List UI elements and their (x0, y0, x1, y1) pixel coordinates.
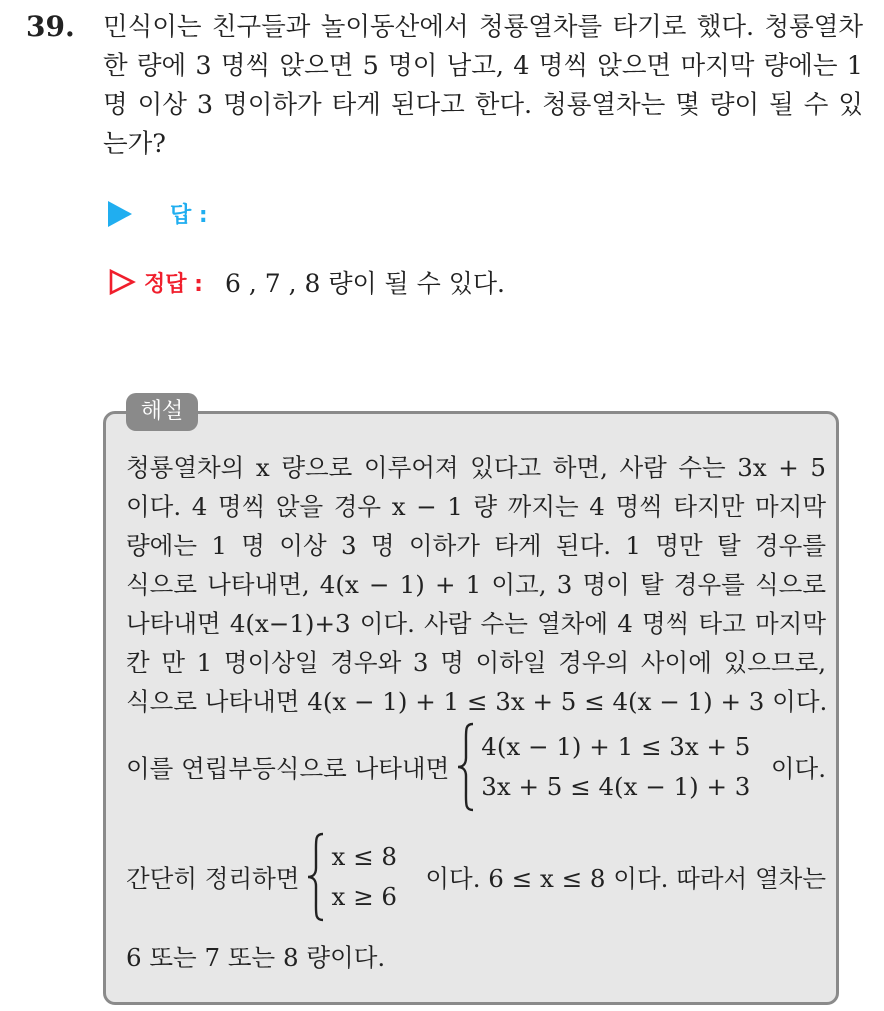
answer-row (108, 198, 208, 229)
system1-suffix: 이다. (770, 753, 826, 783)
solution-line: 이다. 4 명씩 앉을 경우 x − 1 량 까지는 4 명씩 타지만 마지막 (126, 492, 826, 521)
system-of-inequalities-2 (126, 832, 826, 922)
question-number: 39. (26, 10, 75, 43)
system2-suffix: 이다. 6 ≤ x ≤ 8 이다. 따라서 열차는 (425, 863, 826, 893)
solution-line: 청룡열차의 x 량으로 이루어져 있다고 하면, 사람 수는 3x + 5 (126, 453, 826, 482)
system1-prefix: 이를 연립부등식으로 나타내면 (126, 753, 450, 783)
system2-eq2: x ≥ 6 (331, 882, 397, 911)
solution-line: 칸 만 1 명이상일 경우와 3 명 이하일 경우의 사이에 있으므로, (126, 648, 826, 677)
left-brace-icon (305, 832, 327, 922)
solution-tag: 해설 (126, 393, 198, 431)
solution-line: 식으로 나타내면 4(x − 1) + 1 ≤ 3x + 5 ≤ 4(x − 1) + 3 이다. (126, 687, 828, 716)
correct-answer-value: 6 , 7 , 8 량이 될 수 있다. (224, 269, 506, 298)
answer-label: 답 : (170, 203, 208, 228)
correct-answer-row (108, 264, 505, 300)
system2-equations (331, 837, 421, 917)
system2-prefix: 간단히 정리하면 (126, 863, 300, 893)
left-brace-icon (455, 722, 477, 812)
system2-eq1: x ≤ 8 (331, 842, 397, 871)
play-triangle-icon (108, 201, 132, 227)
system1-equations (481, 727, 750, 807)
solution-text (126, 448, 826, 721)
system-of-inequalities-1 (126, 722, 826, 812)
outline-triangle-icon (108, 268, 136, 296)
solution-line: 식으로 나타내면, 4(x − 1) + 1 이고, 3 명이 탈 경우를 식으로 (126, 570, 826, 599)
system1-eq1: 4(x − 1) + 1 ≤ 3x + 5 (481, 732, 751, 761)
correct-answer-label: 정답 : (144, 271, 203, 297)
solution-final-line: 6 또는 7 또는 8 량이다. (126, 943, 386, 972)
solution-line: 나타내면 4(x−1)+3 이다. 사람 수는 열차에 4 명씩 타고 마지막 (126, 609, 826, 638)
question-text: 민식이는 친구들과 놀이동산에서 청룡열차를 타기로 했다. 청룡열차 한 량에 3 명씩 앉으면 5 명이 남고, 4 명씩 앉으면 마지막 량에는 1 명 이상 3 명이하가 타게 된다고 한다. 청룡열차는 몇 량이 될 수 있는가? (103, 12, 863, 159)
system1-eq2: 3x + 5 ≤ 4(x − 1) + 3 (481, 772, 751, 801)
solution-line: 량에는 1 명 이상 3 명 이하가 타게 된다. 1 명만 탈 경우를 (126, 531, 826, 560)
